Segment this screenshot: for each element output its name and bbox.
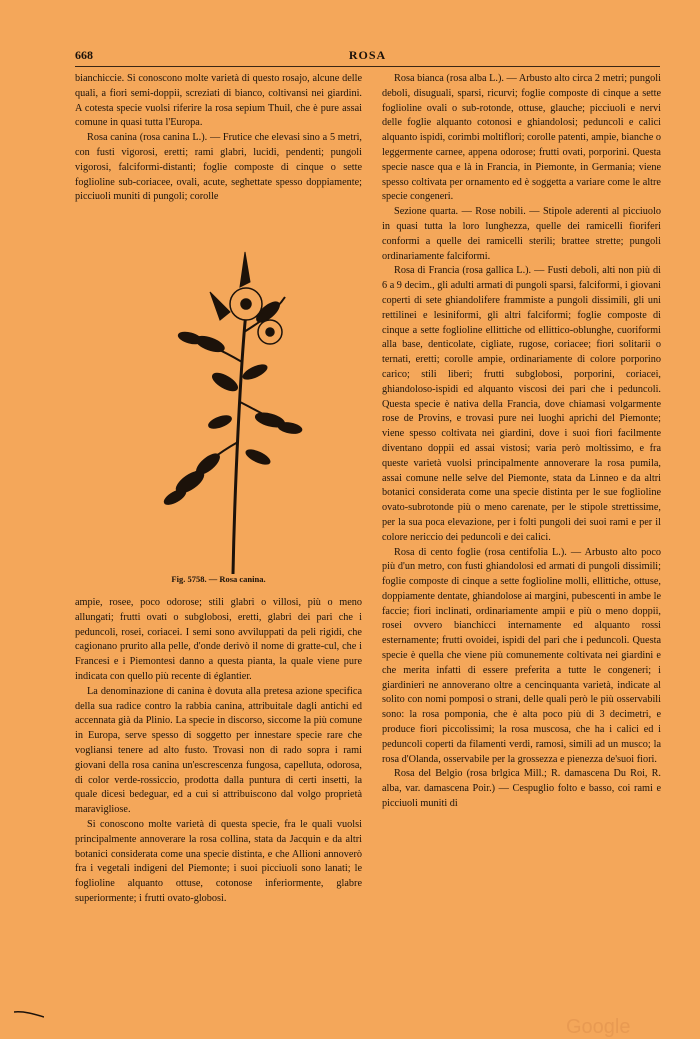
paragraph: Rosa canina (rosa canina L.). — Frutice che elevasi sino a 5 metri, con fusti vigorosi, eretti; rami glabri, lucidi, pendenti; pungoli vigorosi, falciformi-distanti; foglie composte di cinque o sette foglioline sub-coriacee, ovali, acute, seghettate spesso doppiamente; picciuoli muniti di pungoli; corolle: [75, 132, 362, 203]
page-header: [75, 48, 660, 64]
paragraph: Rosa del Belgio (rosa brlgica Mill.; R. damascena Du Roi, R. alba, var. damascena Poir.) — Cespuglio folto e basso, coi rami e picciuoli muniti di: [382, 768, 661, 810]
right-column: [382, 72, 661, 812]
paragraph: ampie, rosee, poco odorose; stili glabri o villosi, più o meno allungati; frutti ovati o subglobosi, eretti, glabri dei pari che i peduncoli, rosei, coriacei. I semi sono avviluppati da peli rigidi, che cagionano prurito alla pelle, d'onde derivò il nome di gratte-cul, che i Francesi e i Piemontesi danno a questa pianta, la quale viene pure indicata con quello più recente di églantier.: [75, 597, 362, 682]
paragraph: Rosa bianca (rosa alba L.). — Arbusto alto circa 2 metri; pungoli deboli, disuguali, sparsi, ricurvi; foglie composte di cinque a sette foglioline ovali o sub-rotonde, ottuse, glauche; picciuoli e nervi delle foglie alquanto cotonosi e ghiandolosi; peduncoli e calici alquanto ispidi, corimbi moltiflori; corolle patenti, ampie, bianche o leggermente carnee, appena odorose; frutti ovati, porporini. Questa specie nasce qua e là in Francia, in Piemonte, in Germania; viene spesso coltivata per ornamento ed è soggetta a variare come le altre specie congeneri.: [382, 73, 661, 203]
paragraph: Si conoscono molte varietà di questa specie, fra le quali vuolsi principalmente annoverare la rosa collina, stata da Jacquin e da altri botanici considerata come una specie distinta, e che Allioni annoverò fra i vegetali indigeni del Piemonte; i suoi picciuoli sono lanati; le foglioline alquanto ottuse, cotonose inferiormente, glabre superiormente; i frutti ovato-globosi.: [75, 818, 362, 904]
rose-canina-figure: [150, 242, 310, 574]
rose-branch-illustration-icon: [150, 242, 310, 574]
paragraph: Rosa di cento foglie (rosa centifolia L.). — Arbusto alto poco più d'un metro, con fusti ghiandolosi ed armati di pungoli dissimili; foglie composte di cinque a sette foglioline molli, ellittiche, ottuse, doppiamente dentate, ghiandolose ai margini, pubescenti in ambe le faccie; fiori inclinati, ordinariamente ampii e più o meno doppii, rosei ovvero bianchicci internamente ed alquanto rossi esternamente; frutti ovoidei, ispidi del pari che i peduncoli. Questa specie è quella che viene più comunemente coltivata nei giardini e che merita infatti di essere preferita a tutte le congeneri; i giardinieri ne annoverano oltre a cencinquanta varietà, indicate al solito con nomi pomposi o strani, delle quali però le più osservabili sono: la rosa pomponia, che è alta poco più di 3 decimetri, e produce fiori piccolissimi; la rosa muscosa, che ha i calici ed i peduncoli coperti da filamenti verdi, ramosi, simili ad un musco; la rosa d'Olanda, osservabile per la grossezza e pienezza de'suoi fiori.: [382, 546, 661, 765]
figure-caption: Fig. 5758. — Rosa canina.: [171, 574, 266, 584]
paragraph: Rosa di Francia (rosa gallica L.). — Fusti deboli, alti non più di 6 a 9 decim., gli adulti armati di pungoli sparsi, falciformi, i giovani coperti di sete ghiandolifere frammiste a pungoli dissimili, gli uni rettilinei e lesiniformi, gli altri falciformi; foglie composte di cinque a sette foglioline ellittiche od ellittico-oblunghe, cuoriformi alla base, denticolate, cigliate, rugose, coriacee; fiori solitarii o ternati, eretti; corolle ampie, ordinariamente di colore porporino carico; stili liberi; frutti subglobosi, porporini, coriacei, ghiandoloso-ispidi ed alquanto viscosi dei pari che i peduncoli. Questa specie è nativa della Francia, dove chiamasi volgarmente rose de Provins, e trovasi pure nei luoghi aprichi del Piemonte; viene spesso coltivata nei giardini, dove i suoi fiori facilmente diventano doppii ed assai vistosi; varia però moltissimo, e fra queste varietà vuolsi principalmente annoverare la rosa pumila, assai comune nelle selve del Piemonte, stata da Linneo e da altri botanici considerata come una specie distinta per le sue foglioline ovato-subrotonde più o meno carenate, per le stipole strettissime, per la sua poca elevazione, per i folti pungoli dei suoi rami e per il colore nericcio dei peduncoli e dei calici.: [382, 265, 661, 543]
watermark: Google: [566, 1016, 631, 1038]
left-column-bottom: [75, 596, 362, 907]
paragraph: Sezione quarta. — Rose nobili. — Stipole aderenti al picciuolo in quasi tutta la loro lunghezza, quelle dei ramicelli fioriferi conformi a quelle dei ramicelli sterili; brattee strette; pungoli ordinariamente falciformi.: [382, 206, 661, 262]
paragraph: La denominazione di canina è dovuta alla pretesa azione specifica della sua radice contro la rabbia canina, attribuitale dagli antichi ed accennata già da Plinio. La specie in discorso, siccome la più comune in Europa, serve spesso di soggetto per innestare specie rare che vogliansi tenere ad alto fusto. Trovasi non di rado sopra i rami giovani della rosa canina un'escrescenza fungosa, capelluta, odorosa, di color verde-rossiccio, prodotta dalla puntura di certi insetti, la quale dicesi bedeguar, ed a cui si attribuiscono dal volgo proprietà maravigliose.: [75, 685, 362, 816]
left-column-top: [75, 72, 362, 205]
page-number: 668: [75, 48, 93, 62]
paragraph: bianchiccie. Si conoscono molte varietà di questo rosajo, alcune delle quali, a fiori semi-doppii, screziati di bianco, coltivansi nei giardini. A cotesta specie vuolsi riferire la rosa sepium Thuil, che è pure assai comune in quasi tutta l'Europa.: [75, 73, 362, 129]
running-title: ROSA: [348, 48, 387, 62]
scan-mark-icon: [14, 1010, 44, 1018]
header-rule: [75, 66, 660, 67]
